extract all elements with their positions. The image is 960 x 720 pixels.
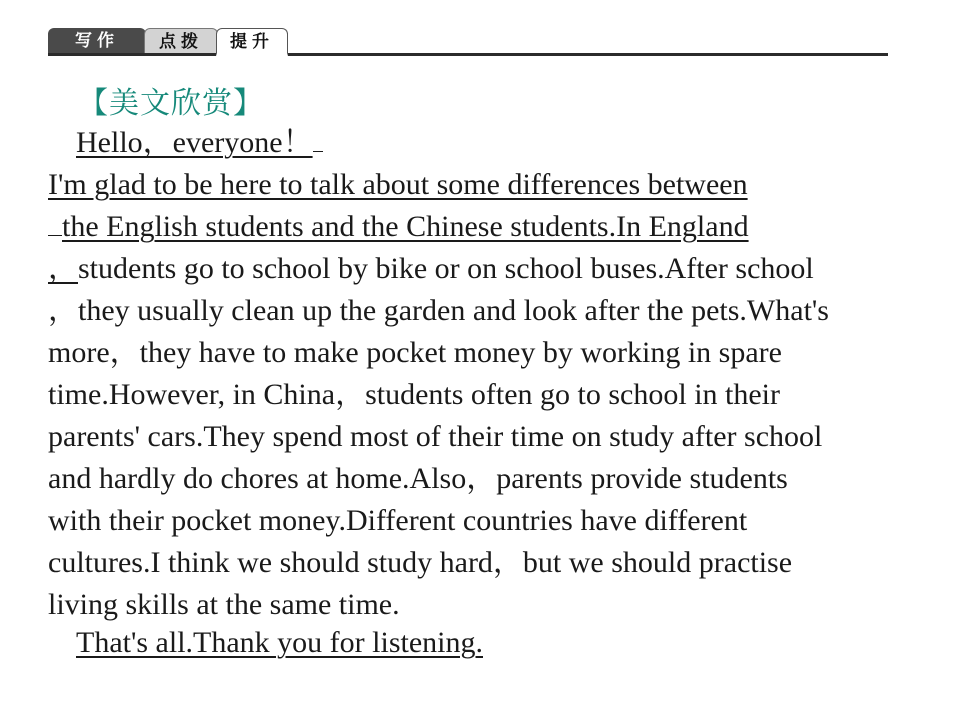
essay-closing (76, 626, 483, 660)
essay-greeting (76, 126, 323, 160)
essay-line-8: parents' cars.They spend most of their time on study after school (48, 420, 823, 453)
essay-line-6: more，they have to make pocket money by working in spare (48, 336, 782, 369)
essay-line-9: and hardly do chores at home.Also，parents provide students (48, 462, 788, 495)
essay-line-5: ，they usually clean up the garden and look after the pets.What's (48, 294, 829, 327)
blank-underline (313, 150, 323, 152)
essay-line-4 (48, 252, 814, 286)
underlined-sentence-part-2: the English students and the Chinese students.In England (62, 210, 749, 243)
line-4-text: students go to school by bike or on school buses.After school (78, 252, 814, 285)
tab-bar-divider (48, 53, 888, 56)
essay-line-2 (48, 168, 748, 202)
tab-improve[interactable]: 提升 (216, 28, 288, 56)
essay-line-7: time.However, in China，students often go to school in their (48, 378, 781, 411)
tab-bar (48, 28, 888, 56)
section-title: 【美文欣赏】 (78, 86, 264, 121)
essay-line-10: with their pocket money.Different countries have different (48, 504, 748, 537)
underlined-sentence-part-1: I'm glad to be here to talk about some differences between (48, 168, 748, 201)
essay-line-11: cultures.I think we should study hard，but we should practise (48, 546, 793, 579)
blank-underline (48, 234, 62, 236)
essay-line-12: living skills at the same time. (48, 588, 400, 621)
tab-tips[interactable]: 点拨 (144, 28, 218, 54)
greeting-text: Hello，everyone！ (76, 126, 313, 159)
closing-text: That's all.Thank you for listening. (76, 626, 483, 659)
underlined-comma: ， (48, 252, 78, 285)
essay-line-3 (48, 210, 749, 244)
tab-writing[interactable]: 写作 (48, 28, 146, 54)
